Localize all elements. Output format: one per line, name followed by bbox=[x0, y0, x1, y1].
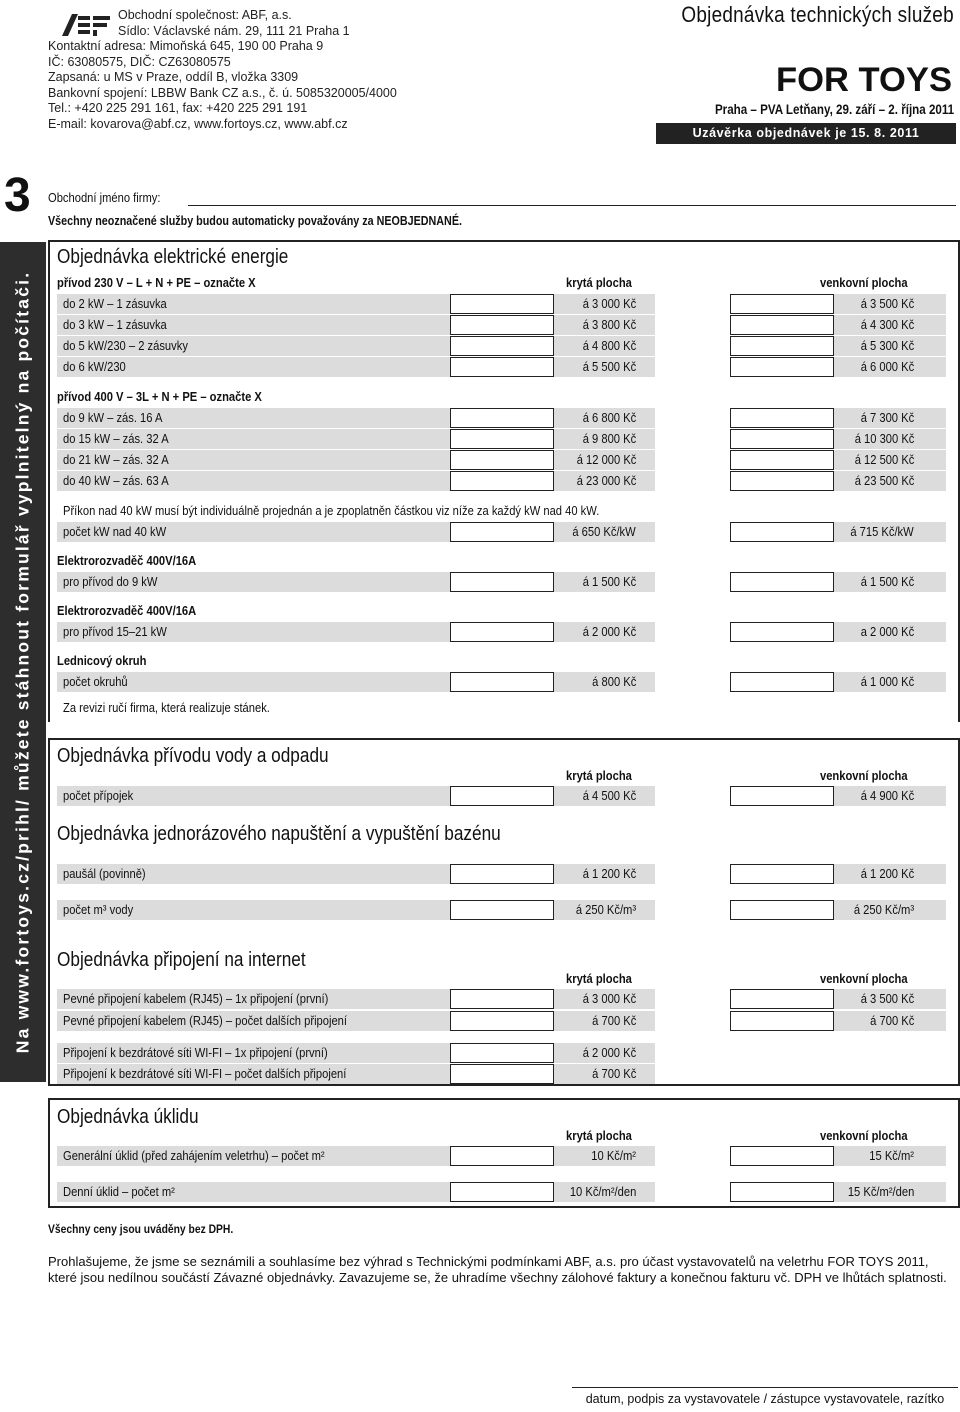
checkbox-230-4-covered[interactable] bbox=[450, 357, 554, 377]
download-sidebar: Na www.fortoys.cz/prihl/ můžete stáhnout formulář vyplnitelný na počítači. bbox=[0, 242, 46, 1082]
contact-address: Kontaktní adresa: Mimoňská 645, 190 00 Praha 9 bbox=[48, 39, 324, 53]
checkbox-230-3-covered[interactable] bbox=[450, 336, 554, 356]
col-covered-water: krytá plocha bbox=[566, 768, 632, 783]
sub-400v: přívod 400 V – 3L + N + PE – označte X bbox=[57, 389, 262, 404]
page-number: 3 bbox=[4, 169, 31, 222]
input-daily-clean-covered[interactable] bbox=[450, 1182, 554, 1202]
input-pool-flat-outdoor[interactable] bbox=[730, 864, 834, 884]
svg-text:FOR TOYS: FOR TOYS bbox=[776, 61, 952, 96]
input-rj45-more-outdoor[interactable] bbox=[730, 1011, 834, 1031]
col-outdoor: venkovní plocha bbox=[820, 275, 908, 290]
phone-fax: Tel.: +420 225 291 161, fax: +420 225 291 191 bbox=[48, 101, 308, 115]
input-wifi-first-covered[interactable] bbox=[450, 1043, 554, 1063]
input-daily-clean-outdoor[interactable] bbox=[730, 1182, 834, 1202]
checkbox-400-3-covered[interactable] bbox=[450, 450, 554, 470]
checkbox-400-3-outdoor[interactable] bbox=[730, 450, 834, 470]
firm-name-label: Obchodní jméno firmy: bbox=[48, 190, 161, 205]
input-dist1-covered[interactable] bbox=[450, 572, 554, 592]
company-registration: Zapsaná: u MS v Praze, oddíl B, vložka 3309 bbox=[48, 70, 299, 84]
company-ids: IČ: 63080575, DIČ: CZ63080575 bbox=[48, 54, 231, 69]
col-covered: krytá plocha bbox=[566, 275, 632, 290]
checkbox-400-4-covered[interactable] bbox=[450, 471, 554, 491]
fridge-title: Lednicový okruh bbox=[57, 653, 147, 668]
input-water-covered[interactable] bbox=[450, 786, 554, 806]
sub-230v: přívod 230 V – L + N + PE – označte X bbox=[57, 275, 256, 290]
col-outdoor-internet: venkovní plocha bbox=[820, 971, 908, 986]
checkbox-400-1-covered[interactable] bbox=[450, 408, 554, 428]
page-title: Objednávka technických služeb bbox=[681, 2, 954, 27]
revision-note: Za revizi ručí firma, která realizuje stánek. bbox=[63, 700, 270, 715]
pool-title: Objednávka jednorázového napuštění a vypuštění bazénu bbox=[57, 823, 501, 845]
company-name: Obchodní společnost: ABF, a.s. bbox=[118, 8, 292, 22]
email-web: E-mail: kovarova@abf.cz, www.fortoys.cz, www.abf.cz bbox=[48, 116, 348, 131]
checkbox-230-4-outdoor[interactable] bbox=[730, 357, 834, 377]
checkbox-400-2-outdoor[interactable] bbox=[730, 429, 834, 449]
unmarked-notice: Všechny neoznačené služby budou automaticky považovány za NEOBJEDNANÉ. bbox=[48, 214, 462, 228]
checkbox-400-4-outdoor[interactable] bbox=[730, 471, 834, 491]
vat-note: Všechny ceny jsou uváděny bez DPH. bbox=[48, 1222, 234, 1236]
over40-note: Příkon nad 40 kW musí být individuálně projednán a je zpoplatněn částkou viz níže za každý kW nad 40 kW. bbox=[63, 503, 600, 518]
firm-name-field[interactable] bbox=[188, 205, 956, 206]
input-wifi-more-covered[interactable] bbox=[450, 1064, 554, 1084]
input-rj45-more-covered[interactable] bbox=[450, 1011, 554, 1031]
input-dist1-outdoor[interactable] bbox=[730, 572, 834, 592]
internet-title: Objednávka připojení na internet bbox=[57, 949, 306, 971]
input-dist2-covered[interactable] bbox=[450, 622, 554, 642]
bank-account: Bankovní spojení: LBBW Bank CZ a.s., č. ú. 5085320005/4000 bbox=[48, 85, 397, 100]
checkbox-230-2-outdoor[interactable] bbox=[730, 315, 834, 335]
order-deadline: Uzávěrka objednávek je 15. 8. 2011 bbox=[656, 123, 956, 144]
input-rj45-first-covered[interactable] bbox=[450, 989, 554, 1009]
input-general-clean-covered[interactable] bbox=[450, 1146, 554, 1166]
input-over40-outdoor[interactable] bbox=[730, 522, 834, 542]
water-title: Objednávka přívodu vody a odpadu bbox=[57, 745, 329, 767]
col-covered-internet: krytá plocha bbox=[566, 971, 632, 986]
input-general-clean-outdoor[interactable] bbox=[730, 1146, 834, 1166]
col-outdoor-cleaning: venkovní plocha bbox=[820, 1128, 908, 1143]
signature-label: datum, podpis za vystavovatele / zástupce vystavovatele, razítko bbox=[585, 1392, 945, 1406]
declaration-text: Prohlašujeme, že jsme se seznámili a souhlasíme bez výhrad s Technickými podmínkami ABF, a.s. pro účast vystavovatelů na veletrhu FOR TOYS 2011, které jsou nedílnou součástí Závazné objednávky. Zavazujeme se, že uhradíme všechny zálohové faktury a konečnou fakturu vč. DPH ve lhůtách splatnosti. bbox=[48, 1254, 947, 1285]
event-place-date: Praha – PVA Letňany, 29. září – 2. října 2011 bbox=[714, 102, 954, 117]
company-seat: Sídlo: Václavské nám. 29, 111 21 Praha 1 bbox=[118, 23, 350, 38]
electric-title: Objednávka elektrické energie bbox=[57, 246, 289, 268]
checkbox-230-2-covered[interactable] bbox=[450, 315, 554, 335]
checkbox-230-1-outdoor[interactable] bbox=[730, 294, 834, 314]
input-fridge-covered[interactable] bbox=[450, 672, 554, 692]
company-info bbox=[48, 8, 397, 132]
checkbox-400-2-covered[interactable] bbox=[450, 429, 554, 449]
dist1-title: Elektrorozvaděč 400V/16A bbox=[57, 553, 197, 568]
input-water-outdoor[interactable] bbox=[730, 786, 834, 806]
input-dist2-outdoor[interactable] bbox=[730, 622, 834, 642]
checkbox-230-1-covered[interactable] bbox=[450, 294, 554, 314]
input-pool-water-outdoor[interactable] bbox=[730, 900, 834, 920]
signature-line[interactable] bbox=[572, 1387, 958, 1388]
input-pool-water-covered[interactable] bbox=[450, 900, 554, 920]
input-over40-covered[interactable] bbox=[450, 522, 554, 542]
input-fridge-outdoor[interactable] bbox=[730, 672, 834, 692]
dist2-title: Elektrorozvaděč 400V/16A bbox=[57, 603, 197, 618]
input-rj45-first-outdoor[interactable] bbox=[730, 989, 834, 1009]
fortoys-logo bbox=[776, 60, 952, 96]
col-covered-cleaning: krytá plocha bbox=[566, 1128, 632, 1143]
cleaning-title: Objednávka úklidu bbox=[57, 1106, 199, 1128]
input-pool-flat-covered[interactable] bbox=[450, 864, 554, 884]
col-outdoor-water: venkovní plocha bbox=[820, 768, 908, 783]
checkbox-230-3-outdoor[interactable] bbox=[730, 336, 834, 356]
checkbox-400-1-outdoor[interactable] bbox=[730, 408, 834, 428]
